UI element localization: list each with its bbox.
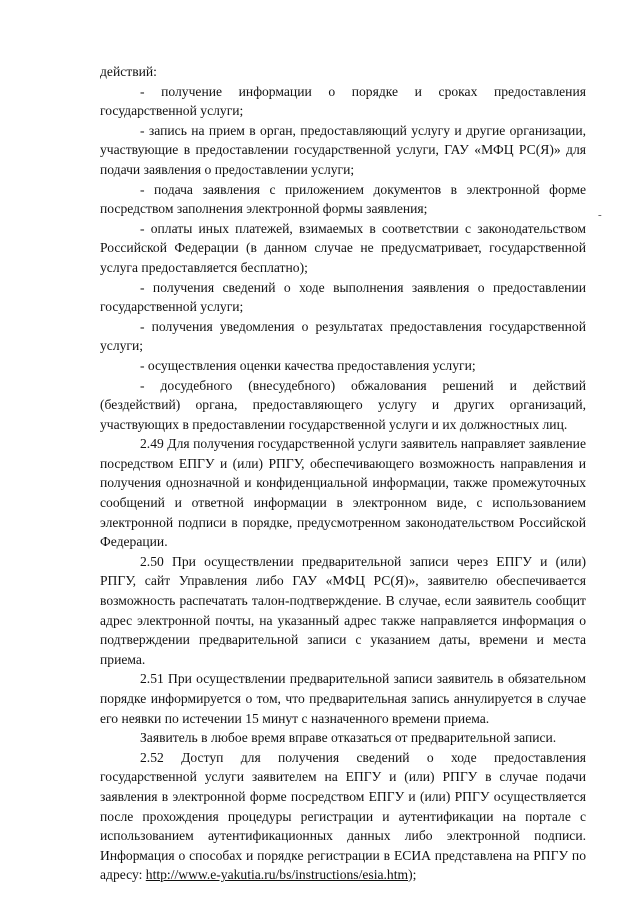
section-2-49: 2.49 Для получения государственной услуги заявитель направляет заявление посредством ЕПГУ и (или) РПГУ, обеспечивающего возможность направления и получения однозначной и конфиденциальной информации, также промежуточных сообщений и ответной информации в электронном виде, с использованием электронной подписи в порядке, предусмотренном законодательством Российской Федерации. (100, 436, 586, 550)
list-item-status: - получения сведений о ходе выполнения заявления о предоставлении государственной услуги; (100, 279, 586, 315)
list-item-information: - получение информации о порядке и сроках предоставления государственной услуги; (100, 83, 586, 119)
list-item-payments: - оплаты иных платежей, взимаемых в соответствии с законодательством Российской Федерации (в данном случае не предусматривает, государственной услуга предоставляется бесплатно); (100, 220, 586, 275)
section-2-52-tail: ); (408, 867, 417, 883)
section-2-50: 2.50 При осуществлении предварительной записи через ЕПГУ и (или) РПГУ, сайт Управления либо ГАУ «МФЦ РС(Я)», заявителю обеспечивается возможность распечатать талон-подтверждение. В случае, если заявитель сообщит адрес электронной почты, на указанный адрес также направляется информация о подтверждении предварительной записи с указанием даты, времени и места приема. (100, 553, 586, 667)
list-item-application: - подача заявления с приложением документов в электронной форме посредством заполнения электронной формы заявления; (100, 181, 586, 217)
section-2-52-text: 2.52 Доступ для получения сведений о ходе предоставления государственной услуги заявителем на ЕПГУ и (или) РПГУ в случае подачи заявления в электронной форме посредством ЕПГУ и (или) РПГУ осуществляется после прохождения процедуры регистрации и аутентификации на портале с использованием аутентификационных данных либо электронной подписи. Информация о способах и порядке регистрации в ЕСИА представлена на РПГУ по адресу: (100, 749, 586, 883)
list-item-quality: - осуществления оценки качества предоставления услуги; (140, 357, 476, 373)
section-2-52 (100, 748, 586, 885)
paragraph-cancel-note: Заявитель в любое время вправе отказаться от предварительной записи. (140, 730, 557, 746)
esia-instructions-link[interactable]: http://www.e-yakutia.ru/bs/instructions/esia.htm (145, 867, 409, 883)
list-item-notification: - получения уведомления о результатах предоставления государственной услуги; (100, 318, 586, 354)
list-item-appointment: - запись на прием в орган, предоставляющий услугу и другие организации, участвующие в предоставлении государственной услуги, ГАУ «МФЦ РС(Я)» для подачи заявления о предоставлении услуги; (100, 122, 586, 177)
list-item-appeal: - досудебного (внесудебного) обжалования решений и действий (бездействий) органа, предоставляющего услугу и других организаций, участвующих в предоставлении государственной услуги и их должностных лиц. (100, 377, 586, 432)
paragraph-continuation: действий: (100, 64, 157, 79)
margin-mark: - (598, 209, 602, 221)
section-2-51: 2.51 При осуществлении предварительной записи заявитель в обязательном порядке информируется о том, что предварительная запись аннулируется в случае его неявки по истечении 15 минут с назначенного времени приема. (100, 671, 586, 726)
document-body (100, 62, 586, 885)
